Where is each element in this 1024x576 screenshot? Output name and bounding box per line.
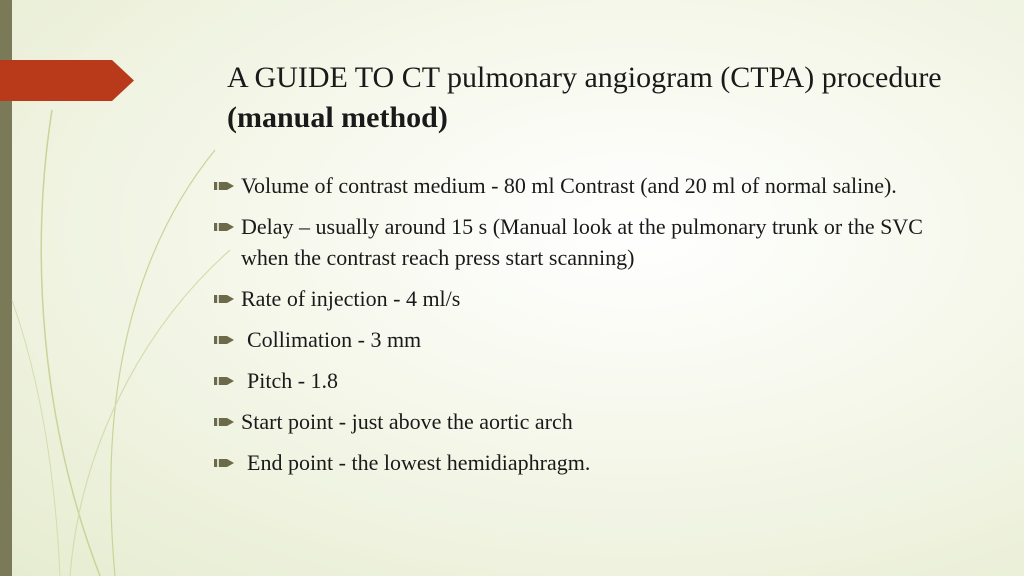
- bullet-text: Collimation - 3 mm: [247, 327, 422, 352]
- slide-title: [227, 58, 987, 138]
- bullet-text: Delay – usually around 15 s (Manual look at the pulmonary trunk or the SVC when the contrast reach press start scanning): [241, 214, 923, 270]
- bullet-list: [214, 170, 974, 488]
- pencil-arrow-icon: [214, 334, 234, 346]
- pencil-arrow-icon: [214, 457, 234, 469]
- pencil-arrow-icon: [214, 375, 234, 387]
- pencil-arrow-icon: [214, 416, 234, 428]
- bullet-text: Rate of injection - 4 ml/s: [241, 286, 461, 311]
- pencil-arrow-icon: [214, 293, 234, 305]
- title-accent-tab: [0, 60, 134, 101]
- slide-title-text: A GUIDE TO CT pulmonary angiogram (CTPA) procedure: [227, 61, 942, 94]
- pencil-arrow-icon: [214, 221, 234, 233]
- bullet-text: Volume of contrast medium - 80 ml Contrast (and 20 ml of normal saline).: [241, 173, 897, 198]
- bullet-item: [214, 324, 974, 355]
- bullet-item: [214, 211, 974, 273]
- slide-title-emphasis: (manual method): [227, 101, 448, 134]
- bullet-text: Pitch - 1.8: [247, 368, 339, 393]
- bullet-item: [214, 406, 974, 437]
- bullet-text: End point - the lowest hemidiaphragm.: [247, 450, 591, 475]
- bullet-item: [214, 283, 974, 314]
- bullet-text: Start point - just above the aortic arch: [241, 409, 573, 434]
- bullet-item: [214, 365, 974, 396]
- pencil-arrow-icon: [214, 180, 234, 192]
- bullet-item: [214, 447, 974, 478]
- bullet-item: [214, 170, 974, 201]
